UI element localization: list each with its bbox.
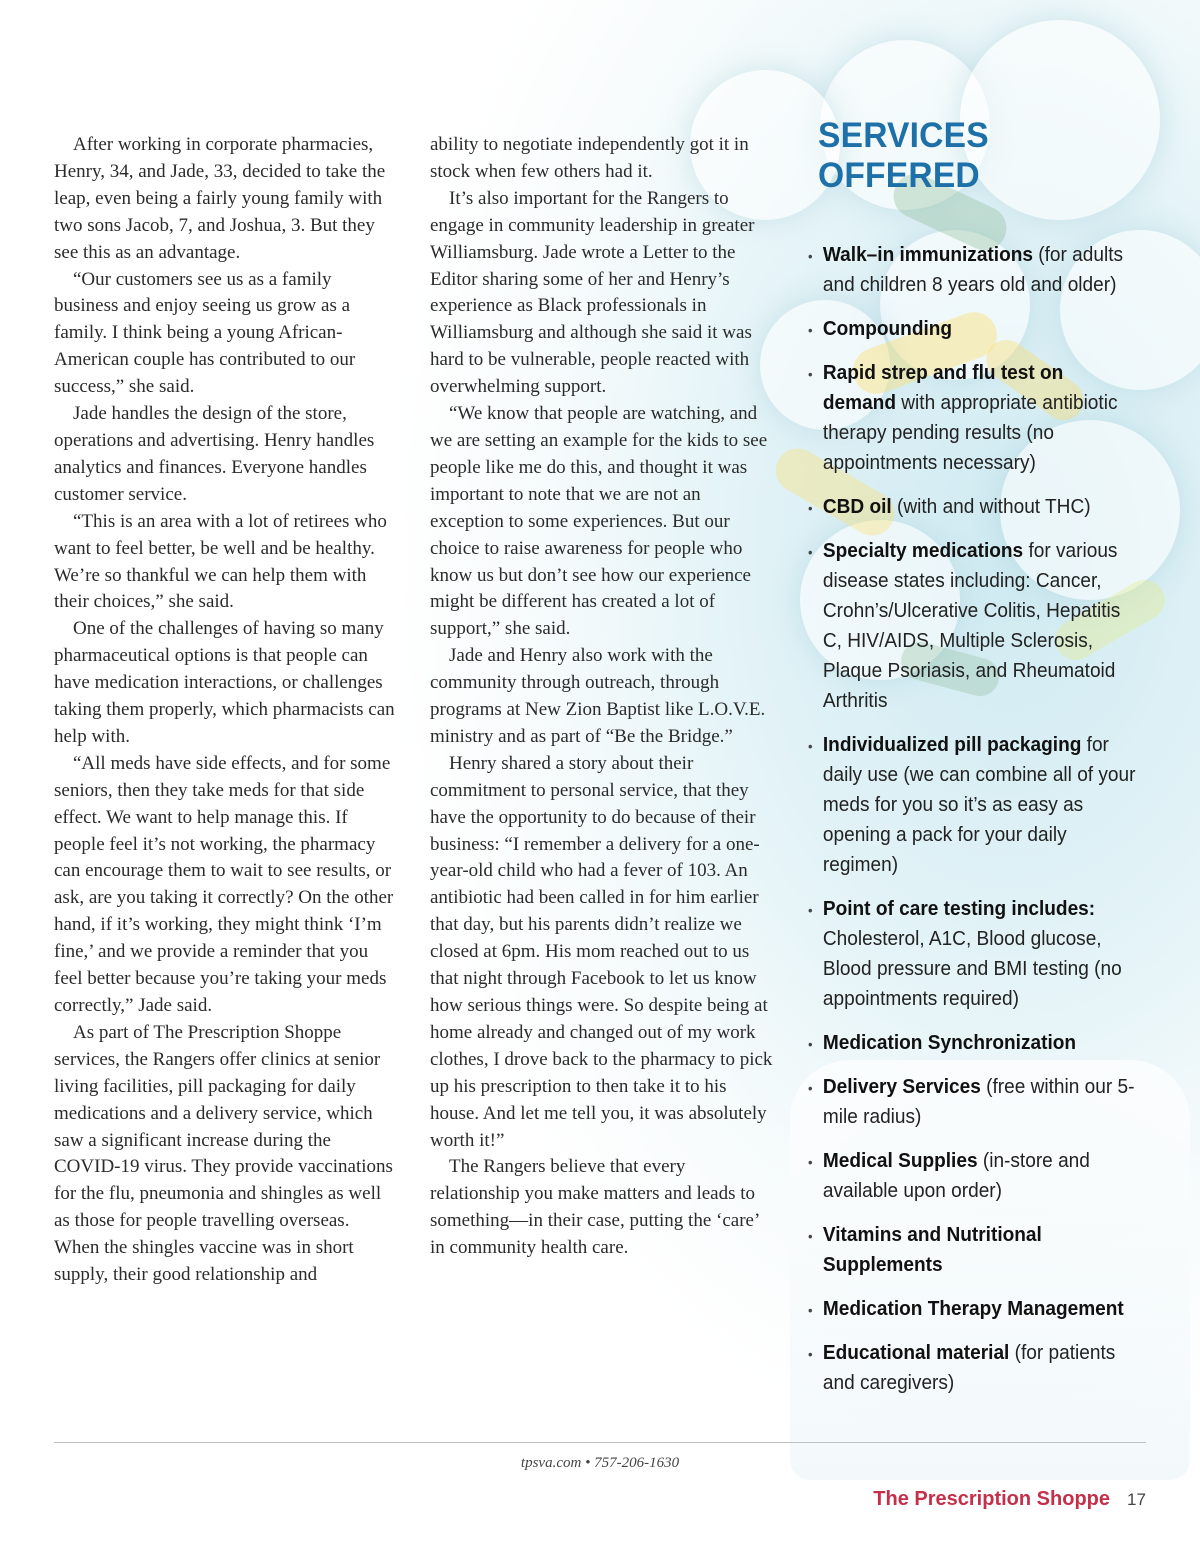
service-item: • Delivery Services (free within our 5-mile radius): [808, 1072, 1139, 1132]
service-item: • Educational material (for patients and caregivers): [808, 1338, 1139, 1398]
footer-brand: The Prescription Shoppe: [873, 1488, 1110, 1510]
footer-divider: [54, 1442, 1146, 1443]
article-column-2: [430, 132, 775, 1262]
service-item: • Medication Therapy Management: [808, 1294, 1139, 1324]
paragraph: “We know that people are watching, and we are setting an example for the kids to see people like me do this, and thought it was important to note that we are not an exception to some experiences. But our choice to raise awareness for people who know us but don’t see how our experience might be different has created a lot of support,” she said.: [430, 403, 768, 640]
service-item: • Walk–in immunizations (for adults and children 8 years old and older): [808, 240, 1139, 300]
paragraph: “Our customers see us as a family business and enjoy seeing us grow as a family. I think being a young African-American couple has contributed to our success,” she said.: [54, 268, 356, 398]
service-item: • Individualized pill packaging for daily use (we can combine all of your meds for you so it’s as easy as opening a pack for your daily regimen): [808, 730, 1139, 880]
service-item: • Rapid strep and flu test on demand with appropriate antibiotic therapy pending results (no appointments necessary): [808, 358, 1139, 478]
page-number: 17: [1127, 1490, 1146, 1509]
paragraph: Jade handles the design of the store, operations and advertising. Henry handles analytics and finances. Everyone handles customer service.: [54, 403, 375, 505]
paragraph: After working in corporate pharmacies, Henry, 34, and Jade, 33, decided to take the leap, even being a fairly young family with two sons Jacob, 7, and Joshua, 3. But they see this as an advantage.: [54, 134, 386, 263]
service-item: • Vitamins and Nutritional Supplements: [808, 1220, 1139, 1280]
service-item: • Medication Synchronization: [808, 1028, 1139, 1058]
paragraph: It’s also important for the Rangers to engage in community leadership in greater Williamsburg. Jade wrote a Letter to the Editor sharing some of her and Henry’s experience as Black professionals in Williamsburg and although she said it was hard to be vulnerable, people reacted with overwhelming support.: [430, 187, 755, 398]
paragraph: Henry shared a story about their commitment to personal service, that they have the opportunity to do because of their business: “I remember a delivery for a one-year-old child who had a fever of 103. An antibiotic had been called in for him earlier that day, but his parents didn’t realize we closed at 6pm. His mom reached out to us that night through Facebook to let us know how serious things were. So despite being at home already and changed out of my work clothes, I drove back to the pharmacy to pick up his prescription to then take it to his house. And let me tell you, it was absolutely worth it!”: [430, 752, 773, 1151]
paragraph-continued: ability to negotiate independently got it in stock when few others had it.: [430, 134, 749, 182]
paragraph: The Rangers believe that every relationship you make matters and leads to something—in their case, putting the ‘care’ in community health care.: [430, 1156, 759, 1259]
services-list: [808, 240, 1148, 1398]
service-item: • Medical Supplies (in-store and available upon order): [808, 1146, 1139, 1206]
paragraph: “All meds have side effects, and for some seniors, then they take meds for that side effect. We want to help manage this. If people feel it’s not working, the pharmacy can encourage them to wait to see results, or ask, are you taking it correctly? On the other hand, if it’s working, they might think ‘I’m fine,’ and we provide a reminder that you feel better because you’re taking your meds correctly,” Jade said.: [54, 752, 394, 1016]
footer-contact[interactable]: tpsva.com • 757-206-1630: [520, 1455, 680, 1471]
service-item: • Compounding: [808, 314, 1139, 344]
services-title: SERVICES OFFERED: [818, 116, 989, 195]
service-item: • Specialty medications for various disease states including: Cancer, Crohn’s/Ulcerative Colitis, Hepatitis C, HIV/AIDS, Multiple Sclerosis, Plaque Psoriasis, and Rheumatoid Arthritis: [808, 536, 1139, 716]
services-sidebar: [808, 116, 1148, 1412]
service-item: • Point of care testing includes: Cholesterol, A1C, Blood glucose, Blood pressure and BMI testing (no appointments required): [808, 894, 1139, 1014]
paragraph: As part of The Prescription Shoppe services, the Rangers offer clinics at senior living facilities, pill packaging for daily medications and a delivery service, which saw a significant increase during the COVID-19 virus. They provide vaccinations for the flu, pneumonia and shingles as well as those for people travelling overseas. When the shingles vaccine was in short supply, their good relationship and: [54, 1021, 393, 1286]
article-column-1: [54, 132, 399, 1289]
paragraph: “This is an area with a lot of retirees who want to feel better, be well and be healthy. We’re so thankful we can help them with their choices,” she said.: [54, 510, 387, 613]
paragraph: One of the challenges of having so many pharmaceutical options is that people can have medication interactions, or challenges taking them properly, which pharmacists can help with.: [54, 618, 395, 747]
paragraph: Jade and Henry also work with the community through outreach, through programs at New Zion Baptist like L.O.V.E. ministry and as part of “Be the Bridge.”: [430, 645, 766, 747]
service-item: • CBD oil (with and without THC): [808, 492, 1139, 522]
